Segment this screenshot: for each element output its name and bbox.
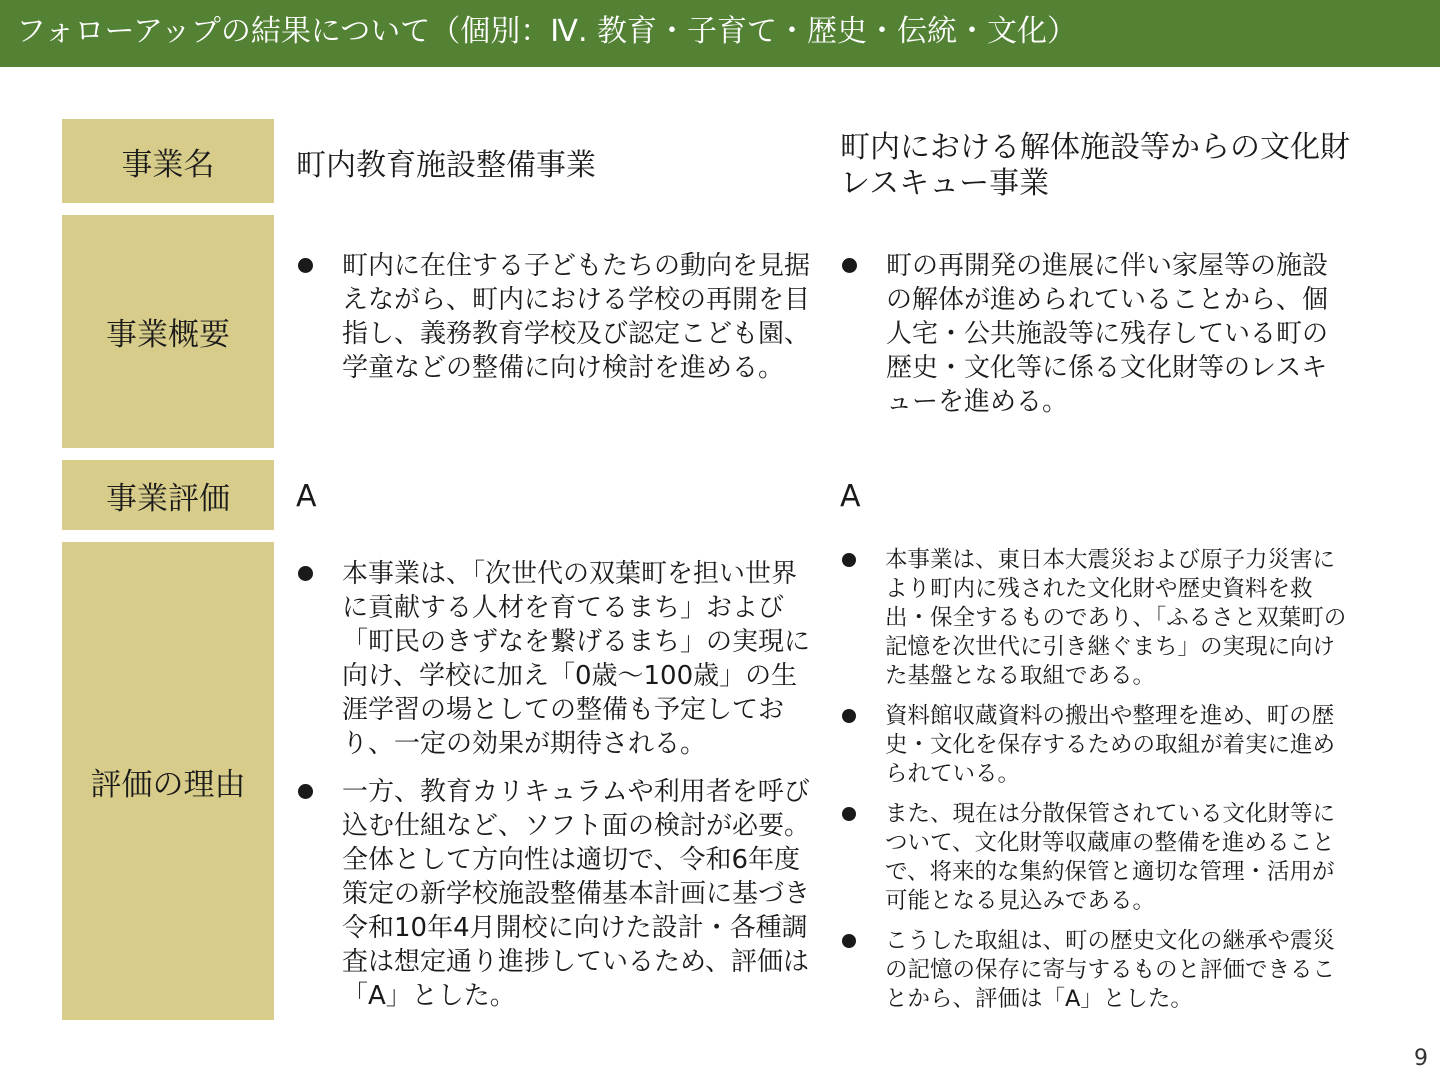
reason-text: 一方、教育カリキュラムや利用者を呼び込む仕組など、ソフト面の検討が必要。全体として方向性は適切で、令和6年度策定の新学校施設整備基本計画に基づき令和10年4月開校に向けた設計・各種調査は想定通り進捗しているため、評価は「A」とした。 <box>342 777 811 1011</box>
overview-text: 町の再開発の進展に伴い家屋等の施設の解体が進められていることから、個人宅・公共施設等に残存している町の歴史・文化等に係る文化財等のレスキューを進める。 <box>886 251 1329 417</box>
reason-text: こうした取組は、町の歴史文化の継承や震災の記憶の保存に寄与するものと評価できることから、評価は「A」とした。 <box>885 928 1336 1012</box>
label-project-name: 事業名 <box>62 119 274 203</box>
list-item <box>296 249 816 385</box>
label-overview: 事業概要 <box>62 215 274 448</box>
bullet-icon <box>842 709 856 723</box>
project-1-name: 町内教育施設整備事業 <box>296 148 596 183</box>
reason-text: 本事業は、「次世代の双葉町を担い世界に貢献する人材を育てるまち」および「町民のきずなを繋げるまち」の実現に向け、学校に加え「0歳～100歳」の生涯学習の場としての整備も予定しており、一定の効果が期待される。 <box>342 559 811 759</box>
page-title: フォローアップの結果について（個別：Ⅳ. 教育・子育て・歴史・伝統・文化） <box>0 0 1440 67</box>
list-item <box>840 546 1356 691</box>
bullet-icon <box>842 934 856 948</box>
project-1-overview <box>296 249 816 385</box>
project-2-overview <box>840 249 1345 419</box>
list-item <box>840 800 1356 916</box>
bullet-icon <box>298 784 313 799</box>
project-2-reasons <box>840 546 1356 1014</box>
bullet-icon <box>842 553 856 567</box>
project-2-name: 町内における解体施設等からの文化財レスキュー事業 <box>840 130 1350 201</box>
page-number: 9 <box>1414 1046 1428 1071</box>
list-item <box>840 927 1356 1014</box>
list-item <box>840 249 1345 419</box>
overview-text: 町内に在住する子どもたちの動向を見据えながら、町内における学校の再開を目指し、義務教育学校及び認定こども園、学童などの整備に向け検討を進める。 <box>342 251 811 383</box>
label-evaluation: 事業評価 <box>62 460 274 530</box>
bullet-icon <box>842 807 856 821</box>
bullet-icon <box>298 258 313 273</box>
list-item <box>840 702 1356 789</box>
list-item <box>296 775 816 1013</box>
label-reason: 評価の理由 <box>62 542 274 1020</box>
project-1-evaluation: A <box>296 479 317 514</box>
project-1-reasons <box>296 557 816 1013</box>
bullet-icon <box>842 258 857 273</box>
reason-text: 本事業は、東日本大震災および原子力災害により町内に残された文化財や歴史資料を救出・保全するものであり、「ふるさと双葉町の記憶を次世代に引き継ぐまち」の実現に向けた基盤となる取組である。 <box>885 547 1347 689</box>
list-item <box>296 557 816 761</box>
reason-text: 資料館収蔵資料の搬出や整理を進め、町の歴史・文化を保存するための取組が着実に進められている。 <box>885 703 1336 787</box>
bullet-icon <box>298 566 313 581</box>
reason-text: また、現在は分散保管されている文化財等について、文化財等収蔵庫の整備を進めることで、将来的な集約保管と適切な管理・活用が可能となる見込みである。 <box>885 801 1336 914</box>
project-2-evaluation: A <box>840 479 861 514</box>
